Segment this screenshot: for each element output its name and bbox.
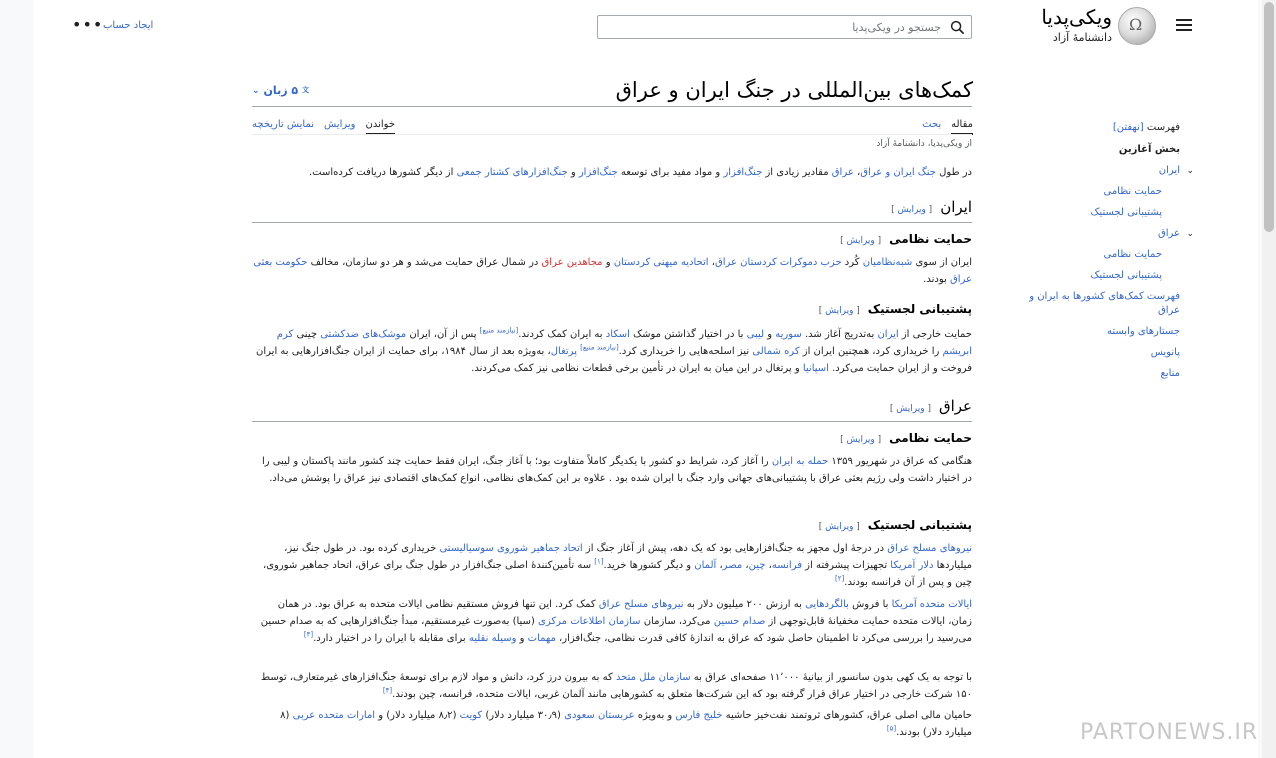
text-run: و پرتغال در این میان به ایران در تأمین برخی قطعات نظامی نیز کمک می‌کردند. — [471, 363, 803, 374]
text-run: و دیگر کشورها خرید. — [603, 560, 695, 571]
text-run: با توجه به یک کهی بدون سانسور از بیانیهٔ ۱۱٬۰۰۰ صفحه‌ای عراق به — [690, 672, 972, 683]
text-run: (۳۰٫۹ میلیارد دلار) — [482, 710, 565, 721]
search-input[interactable] — [611, 16, 941, 38]
toc-item-label: حمایت نظامی — [1103, 249, 1162, 260]
inline-link[interactable]: صدام حسین — [713, 616, 766, 627]
text-run: و به‌ویژه — [634, 710, 676, 721]
red-link[interactable]: مجاهدین عراق — [541, 257, 603, 268]
text-run: و — [602, 257, 614, 268]
text-run: ، — [765, 560, 772, 571]
wordmark-tagline: دانشنامهٔ آزاد — [1052, 31, 1112, 44]
tab-history[interactable]: نمایش تاریخچه — [252, 119, 315, 130]
text-run: و مواد مفید برای توسعه — [617, 167, 724, 178]
toc-title: فهرست — [1146, 122, 1180, 133]
text-run: مقادیر زیادی از — [762, 167, 832, 178]
page-surface — [33, 0, 1258, 758]
text-run: چینی — [293, 329, 321, 340]
text-run: حمایت خارجی از — [898, 329, 972, 340]
inline-link[interactable]: اتحاد جماهیر شوروی سوسیالیستی — [439, 543, 583, 554]
watermark: PARTONEWS.IR — [1080, 720, 1259, 745]
inline-link[interactable]: سازمان اطلاعات مرکزی — [538, 616, 641, 627]
text-run: ، — [716, 560, 723, 571]
text-run: به ارزش ۲۰۰ میلیون دلار به — [683, 599, 806, 610]
inline-link[interactable]: آلمان — [694, 560, 717, 571]
subsection-title: حمایت نظامی — [889, 232, 972, 246]
iraq-logistics-paragraph-3 — [252, 669, 972, 703]
edit-section-link[interactable]: [ ویرایش ] — [891, 205, 933, 215]
toc-item[interactable] — [1020, 164, 1194, 178]
text-run: ایران از سوی — [912, 257, 972, 268]
inline-link[interactable]: چین — [748, 560, 766, 571]
inline-link[interactable]: ایالات متحده آمریکا — [891, 599, 972, 610]
edit-label[interactable]: ویرایش — [896, 404, 925, 414]
citation-link[interactable]: [۱] — [594, 557, 604, 566]
text-run: ، — [708, 257, 715, 268]
text-run: ، — [742, 560, 749, 571]
svg-text:文: 文 — [302, 85, 310, 94]
create-account-link[interactable]: ایجاد حساب — [103, 20, 154, 31]
inline-link[interactable]: اتحادیه میهنی کردستان — [613, 257, 709, 268]
toc-item-label: پانویس — [1150, 347, 1180, 358]
inline-link[interactable]: کرم ابریشم — [276, 329, 972, 357]
text-run: و — [567, 167, 579, 178]
toc-item[interactable] — [1020, 325, 1180, 339]
iran-logistics-paragraph — [252, 326, 972, 377]
subsection-title: پشتیبانی لجستیک — [867, 302, 972, 316]
iran-military-paragraph — [252, 254, 972, 288]
search-icon[interactable] — [950, 20, 965, 35]
inline-link[interactable]: عراق — [831, 167, 854, 178]
text-run: ، به‌ویژه بعد از سال ۱۹۸۴، برای حمایت از ایران جنگ‌افزارهایی به ایران فروخت و از ایران حمایت می‌کرد. — [256, 346, 972, 374]
search-box — [597, 15, 972, 39]
text-run: به ایران کمک کردند. — [518, 329, 606, 340]
text-run: حامیان مالی اصلی عراق، کشورهای ثروتمند نفت‌خیز حاشیه — [722, 710, 972, 721]
section-heading-iraq — [252, 396, 972, 422]
inline-link[interactable]: حزب دموکرات کردستان عراق — [714, 257, 842, 268]
edit-section-link[interactable]: [ ویرایش ] — [840, 236, 882, 246]
title-divider — [252, 106, 972, 107]
view-tabs — [252, 119, 395, 135]
inline-link[interactable]: نیروهای مسلح عراق — [598, 599, 684, 610]
inline-link[interactable]: جنگ ایران و عراق — [860, 167, 936, 178]
text-run: (سیا) به‌صورت غیرمستقیم، مبدأ جنگ‌افزارهایی که به صدام حسین می‌رسید را بررسی می‌کرد تا اطمینان حاصل شود که عراق به اندازهٔ کافی قدرت نظامی، جنگ‌افزار، — [260, 616, 972, 644]
edit-label[interactable]: ویرایش — [825, 306, 854, 316]
inline-link[interactable]: حمله به ایران — [771, 456, 829, 467]
edit-section-link[interactable]: [ ویرایش ] — [840, 435, 882, 445]
wikipedia-globe-logo[interactable] — [1118, 7, 1156, 45]
inline-link[interactable]: سوریه — [775, 329, 802, 340]
inline-link[interactable]: وسیله نقلیه — [468, 633, 517, 644]
subsection-heading — [252, 230, 972, 250]
toc-item-label: بخش آغازین — [1118, 144, 1180, 155]
edit-section-link[interactable]: [ ویرایش ] — [818, 522, 860, 532]
citation-link[interactable]: [۵] — [886, 724, 897, 733]
toc-item[interactable] — [1020, 269, 1162, 283]
inline-link[interactable]: بالگردهایی — [805, 599, 849, 610]
toc-header — [1020, 122, 1180, 133]
text-run: (۸ میلیارد دلار) بودند. — [280, 710, 972, 738]
inline-link[interactable]: اسپانیا — [802, 363, 829, 374]
text-run: تجهیزات پیشرفته از — [802, 560, 891, 571]
namespace-tabs — [913, 119, 973, 135]
edit-label[interactable]: ویرایش — [897, 205, 926, 215]
citation-link[interactable]: [نیازمند منبع] — [479, 326, 519, 335]
edit-label[interactable]: ویرایش — [846, 435, 875, 445]
toc-item[interactable] — [1020, 367, 1180, 381]
site-tagline: از ویکی‌پدیا، دانشنامهٔ آزاد — [876, 139, 972, 149]
inline-link[interactable]: حکومت بعثی عراق — [253, 257, 972, 285]
inline-link[interactable]: ایران — [877, 329, 899, 340]
toc-item[interactable] — [1020, 227, 1194, 241]
text-run: پس از آن، ایران — [406, 329, 480, 340]
citation-link[interactable]: [۳] — [303, 630, 314, 639]
toc-item[interactable] — [1020, 346, 1180, 360]
iraq-logistics-paragraph-2 — [252, 596, 972, 647]
text-run: و — [764, 329, 776, 340]
inline-link[interactable]: جنگ‌افزار — [723, 167, 763, 178]
inline-link[interactable]: اسکاد — [605, 329, 630, 340]
edit-label[interactable]: ویرایش — [846, 236, 875, 246]
text-run: در شمال عراق حمایت می‌شد و هر دو سازمان، مخالف — [307, 257, 542, 268]
more-options-icon[interactable]: ••• — [72, 15, 104, 34]
edit-section-link[interactable]: [ ویرایش ] — [818, 306, 860, 316]
main-menu-icon[interactable] — [1173, 16, 1195, 36]
inline-link[interactable]: لیبی — [746, 329, 765, 340]
inline-link[interactable]: خلیج فارس — [675, 710, 723, 721]
toc-item[interactable] — [1020, 185, 1162, 199]
inline-link[interactable]: دلار آمریکا — [890, 560, 934, 571]
citation-link[interactable]: [۲] — [835, 574, 845, 583]
toc-item-label: حمایت نظامی — [1103, 186, 1162, 197]
iraq-military-paragraph — [252, 453, 972, 487]
subsection-title: پشتیبانی لجستیک — [867, 518, 972, 532]
toc-item-label: فهرست کمک‌های کشورها به ایران و عراق — [1029, 291, 1180, 316]
inline-link[interactable]: جنگ‌افزار — [578, 167, 618, 178]
inline-link[interactable]: کویت — [459, 710, 483, 721]
text-run: را خریداری کرد، همچنین ایران از — [799, 346, 943, 357]
wordmark[interactable] — [1008, 4, 1112, 44]
text-run: خریداری کرده بود. در طول جنگ نیز، میلیاردها — [284, 543, 972, 571]
inline-link[interactable]: فرانسه — [771, 560, 802, 571]
text-run: هنگامی که عراق در شهریور ۱۳۵۹ — [828, 456, 972, 467]
subsection-title: حمایت نظامی — [889, 431, 972, 445]
toc-item[interactable] — [1020, 206, 1162, 220]
text-run: نیز اسلحه‌هایی را خریداری کرد. — [618, 346, 753, 357]
toc-item[interactable] — [1020, 248, 1162, 262]
text-run: می‌کرد، سازمان — [640, 616, 714, 627]
toc-list — [1020, 143, 1194, 381]
tab-article[interactable]: مقاله — [951, 119, 973, 135]
language-count: ۵ زبان — [263, 84, 299, 97]
chevron-down-icon[interactable]: ⌄ — [1186, 166, 1194, 176]
translate-icon — [302, 85, 316, 97]
page-scrollbar[interactable] — [1262, 0, 1276, 758]
tab-edit[interactable]: ویرایش — [324, 119, 356, 130]
text-run: با فروش — [848, 599, 892, 610]
toc-item-label: عراق — [1157, 228, 1180, 239]
inline-link[interactable]: نیروهای مسلح عراق — [887, 543, 972, 554]
text-run: کمک کرد. این تنها فروش مستقیم نظامی ایالات متحده به عراق بود. در همان زمان، ایالات متحده حمایت مخفیانهٔ قابل‌توجهی از — [277, 599, 972, 627]
intro-paragraph — [252, 164, 972, 181]
inline-link[interactable]: جنگ‌افزارهای کشتار جمعی — [456, 167, 568, 178]
toc-item-label: پشتیبانی لجستیک — [1090, 207, 1162, 218]
text-run: در درجهٔ اول مجهز به جنگ‌افزارهایی بود که یک دهه، پیش از آغاز جنگ از — [582, 543, 888, 554]
toc-item-label: پشتیبانی لجستیک — [1090, 270, 1162, 281]
inline-link[interactable]: کره شمالی — [752, 346, 800, 357]
text-run: با در اختیار گذاشتن موشک — [629, 329, 747, 340]
toc-item-label: ایران — [1158, 165, 1180, 176]
iraq-logistics-paragraph-4 — [252, 707, 972, 741]
text-run: بودند. — [923, 274, 950, 285]
inline-link[interactable]: شبه‌نظامیان — [862, 257, 913, 268]
inline-link[interactable]: عربستان سعودی — [564, 710, 635, 721]
tab-read[interactable]: خواندن — [366, 119, 396, 135]
edit-section-link[interactable]: [ ویرایش ] — [889, 404, 931, 414]
scrollbar-thumb[interactable] — [1264, 2, 1274, 232]
toc-item-label: منابع — [1160, 368, 1180, 379]
text-run: کُرد — [841, 257, 863, 268]
inline-link[interactable]: سازمان ملل متحد — [615, 672, 691, 683]
edit-label[interactable]: ویرایش — [825, 522, 854, 532]
chevron-down-icon: ⌄ — [252, 85, 260, 96]
toc-item[interactable] — [1020, 143, 1180, 157]
text-run: ، — [853, 167, 861, 178]
text-run: و — [516, 633, 528, 644]
chevron-down-icon[interactable]: ⌄ — [1186, 229, 1194, 239]
citation-link[interactable]: [۴] — [382, 686, 393, 695]
section-heading-iran — [252, 197, 972, 223]
iraq-logistics-paragraph-1 — [252, 540, 972, 591]
inline-link[interactable]: امارات متحده عربی — [292, 710, 376, 721]
text-run: برای مقابله با ایران را در اختیار دارد. — [313, 633, 469, 644]
tab-talk[interactable]: بحث — [922, 119, 942, 130]
inline-link[interactable]: مهمات — [527, 633, 556, 644]
inline-link[interactable]: مصر — [722, 560, 743, 571]
toc-item-label: جستارهای وابسته — [1106, 326, 1180, 337]
text-run: را آغاز کرد، شرایط دو کشور با یکدیگر کاملاً متفاوت بود؛ با آغاز جنگ، ایران فقط حمایت چند کشور مانند پاکستان و لیبی را در اختیار داشت ولی رژیم بعثی عراق با پشتیبانی‌های جهانی وارد جنگ با ایران شده بود . علاوه بر این کمک‌های نظامی، انواع کمک‌های اقتصادی نیز عراق را پوشش می‌داد. — [261, 456, 972, 484]
page-title: کمک‌های بین‌المللی در جنگ ایران و عراق — [615, 78, 973, 102]
section-title: ایران — [940, 198, 972, 216]
tabs-divider — [252, 134, 972, 135]
subsection-heading — [252, 516, 972, 536]
citation-link[interactable]: [نیازمند منبع] — [580, 343, 619, 352]
subsection-heading — [252, 300, 972, 320]
inline-link[interactable]: پرتغال — [550, 346, 577, 357]
inline-link[interactable]: موشک‌های ضدکشتی — [320, 329, 407, 340]
toc-item[interactable] — [1020, 290, 1180, 318]
section-title: عراق — [938, 397, 972, 415]
language-button[interactable] — [252, 84, 316, 97]
text-run: سه تأمین‌کنندهٔ اصلی جنگ‌افزار در طول جنگ برای عراق، اتحاد جماهیر شوروی، چین و پس از آن فرانسه بودند. — [262, 560, 972, 588]
text-run: (۸٫۲ میلیارد دلار) و — [375, 710, 460, 721]
table-of-contents — [1020, 122, 1194, 388]
text-run: در طول — [935, 167, 972, 178]
text-run: به‌تدریج آغاز شد. — [801, 329, 878, 340]
subsection-heading — [252, 429, 972, 449]
text-run: از دیگر کشورها دریافت کرده‌است. — [308, 167, 457, 178]
toc-hide-button[interactable]: [نهفتن] — [1112, 122, 1144, 133]
wordmark-title: ویکی‌پدیا — [1041, 5, 1112, 29]
text-run: که به بیرون درز کرد، دانش و مواد لازم برای توسعهٔ جنگ‌افزارهای غیرمتعارف، توسط ۱۵۰ شرکت خارجی در اختیار عراق قرار گرفته بود که این شرکت‌ها متعلق به کشورهایی مانند آلمان غربی، ایالات متحده، فرانسه، چین بودند. — [260, 672, 972, 700]
